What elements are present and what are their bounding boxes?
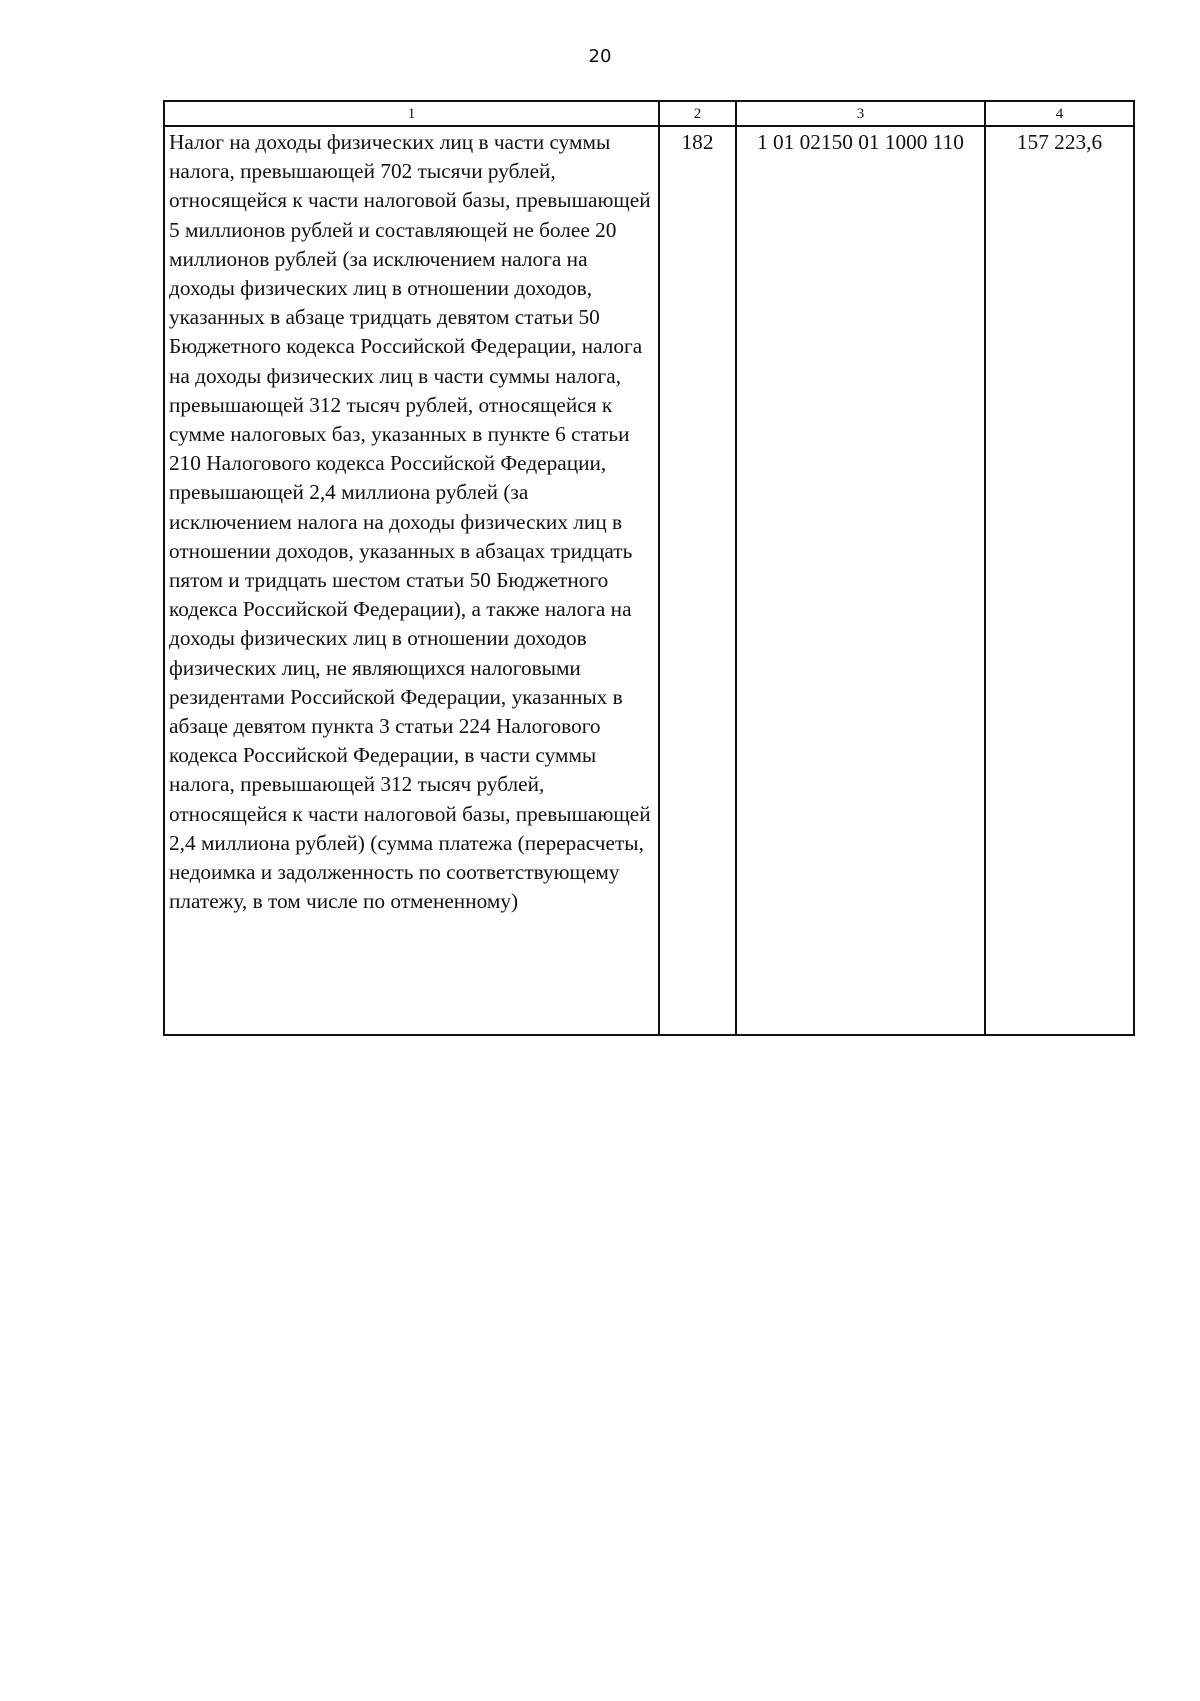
revenue-table [163,100,1135,1036]
column-header-2: 2 [659,101,736,126]
column-header-3: 3 [736,101,985,126]
column-header-4: 4 [985,101,1134,126]
page-number: 20 [588,46,612,67]
administrator-code-cell: 182 [659,126,736,1035]
column-header-1: 1 [164,101,659,126]
amount-cell: 157 223,6 [985,126,1134,1035]
revenue-name-cell: Налог на доходы физических лиц в части суммы налога, превышающей 702 тысячи рублей, относящейся к части налоговой базы, превышающей 5 миллионов рублей и составляющей не более 20 миллионов рублей (за исключением налога на доходы физических лиц в отношении доходов, указанных в абзаце тридцать девятом статьи 50 Бюджетного кодекса Российской Федерации, налога на доходы физических лиц в части суммы налога, превышающей 312 тысяч рублей, относящейся к сумме налоговых баз, указанных в пункте 6 статьи 210 Налогового кодекса Российской Федерации, превышающей 2,4 миллиона рублей (за исключением налога на доходы физических лиц в отношении доходов, указанных в абзацах тридцать пятом и тридцать шестом статьи 50 Бюджетного кодекса Российской Федерации), а также налога на доходы физических лиц в отношении доходов физических лиц, не являющихся налоговыми резидентами Российской Федерации, указанных в абзаце девятом пункта 3 статьи 224 Налогового кодекса Российской Федерации, в части суммы налога, превышающей 312 тысяч рублей, относящейся к части налоговой базы, превышающей 2,4 миллиона рублей) (сумма платежа (перерасчеты, недоимка и задолженность по соответствующему платежу, в том числе по отмененному) [164,126,659,1035]
table-header-row [164,101,1134,126]
budget-classification-code-cell: 1 01 02150 01 1000 110 [736,126,985,1035]
table-row [164,126,1134,1035]
